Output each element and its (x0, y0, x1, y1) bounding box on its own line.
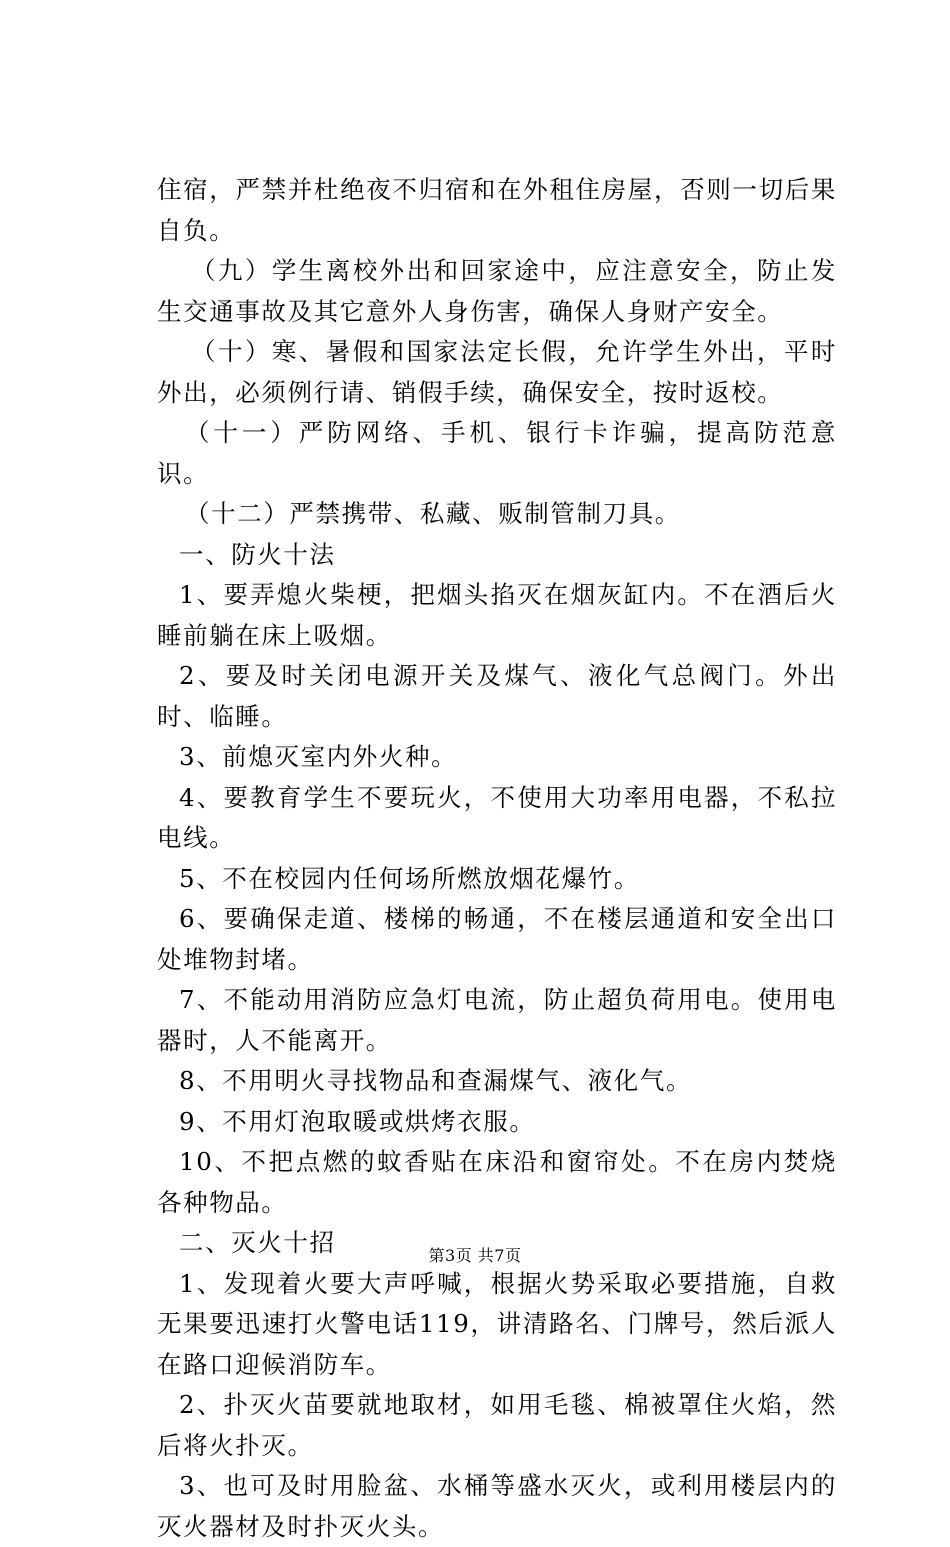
paragraph-continued: 住宿，严禁并杜绝夜不归宿和在外租住房屋，否则一切后果自负。 (157, 175, 837, 245)
paragraph-rule-11: （十一）严防网络、手机、银行卡诈骗，提高防范意识。 (157, 418, 837, 488)
paragraph-rule-9: （九）学生离校外出和回家途中，应注意安全，防止发生交通事故及其它意外人身伤害，确保人身财产安全。 (157, 256, 837, 326)
fire-prevention-item-9: 9、不用灯泡取暖或烘烤衣服。 (179, 1106, 536, 1136)
fire-prevention-item-2: 2、要及时关闭电源开关及煤气、液化气总阀门。外出时、临睡。 (157, 661, 837, 731)
document-body (157, 170, 837, 1547)
fire-prevention-item-10: 10、不把点燃的蚊香贴在床沿和窗帘处。不在房内焚烧各种物品。 (157, 1147, 837, 1217)
fire-prevention-item-1: 1、要弄熄火柴梗，把烟头掐灭在烟灰缸内。不在酒后火睡前躺在床上吸烟。 (157, 580, 837, 650)
paragraph-rule-10: （十）寒、暑假和国家法定长假，允许学生外出，平时外出，必须例行请、销假手续，确保安全，按时返校。 (157, 337, 837, 407)
section-heading-fire-prevention: 一、防火十法 (179, 539, 336, 569)
paragraph-rule-12: （十二）严禁携带、私藏、贩制管制刀具。 (185, 499, 681, 528)
fire-prevention-item-7: 7、不能动用消防应急灯电流，防止超负荷用电。使用电器时，人不能离开。 (157, 985, 837, 1055)
firefighting-item-3: 3、也可及时用脸盆、水桶等盛水灭火，或利用楼层内的灭火器材及时扑灭火头。 (157, 1471, 837, 1541)
fire-prevention-item-4: 4、要教育学生不要玩火，不使用大功率用电器，不私拉电线。 (157, 782, 837, 852)
fire-prevention-item-3: 3、前熄灭室内外火种。 (179, 742, 458, 771)
fire-prevention-item-8: 8、不用明火寻找物品和查漏煤气、液化气。 (179, 1066, 693, 1095)
firefighting-item-1: 1、发现着火要大声呼喊，根据火势采取必要措施，自救无果要迅速打火警电话119，讲清路名、门牌号，然后派人在路口迎候消防车。 (157, 1268, 837, 1379)
section-heading-firefighting: 二、灭火十招 (179, 1228, 336, 1257)
firefighting-item-2: 2、扑灭火苗要就地取材，如用毛毯、棉被罩住火焰，然后将火扑灭。 (157, 1390, 837, 1460)
fire-prevention-item-5: 5、不在校园内任何场所燃放烟花爆竹。 (179, 863, 640, 893)
page-number-footer: 第3页 共7页 (428, 1246, 522, 1265)
fire-prevention-item-6: 6、要确保走道、楼梯的畅通，不在楼层通道和安全出口处堆物封堵。 (157, 904, 837, 974)
